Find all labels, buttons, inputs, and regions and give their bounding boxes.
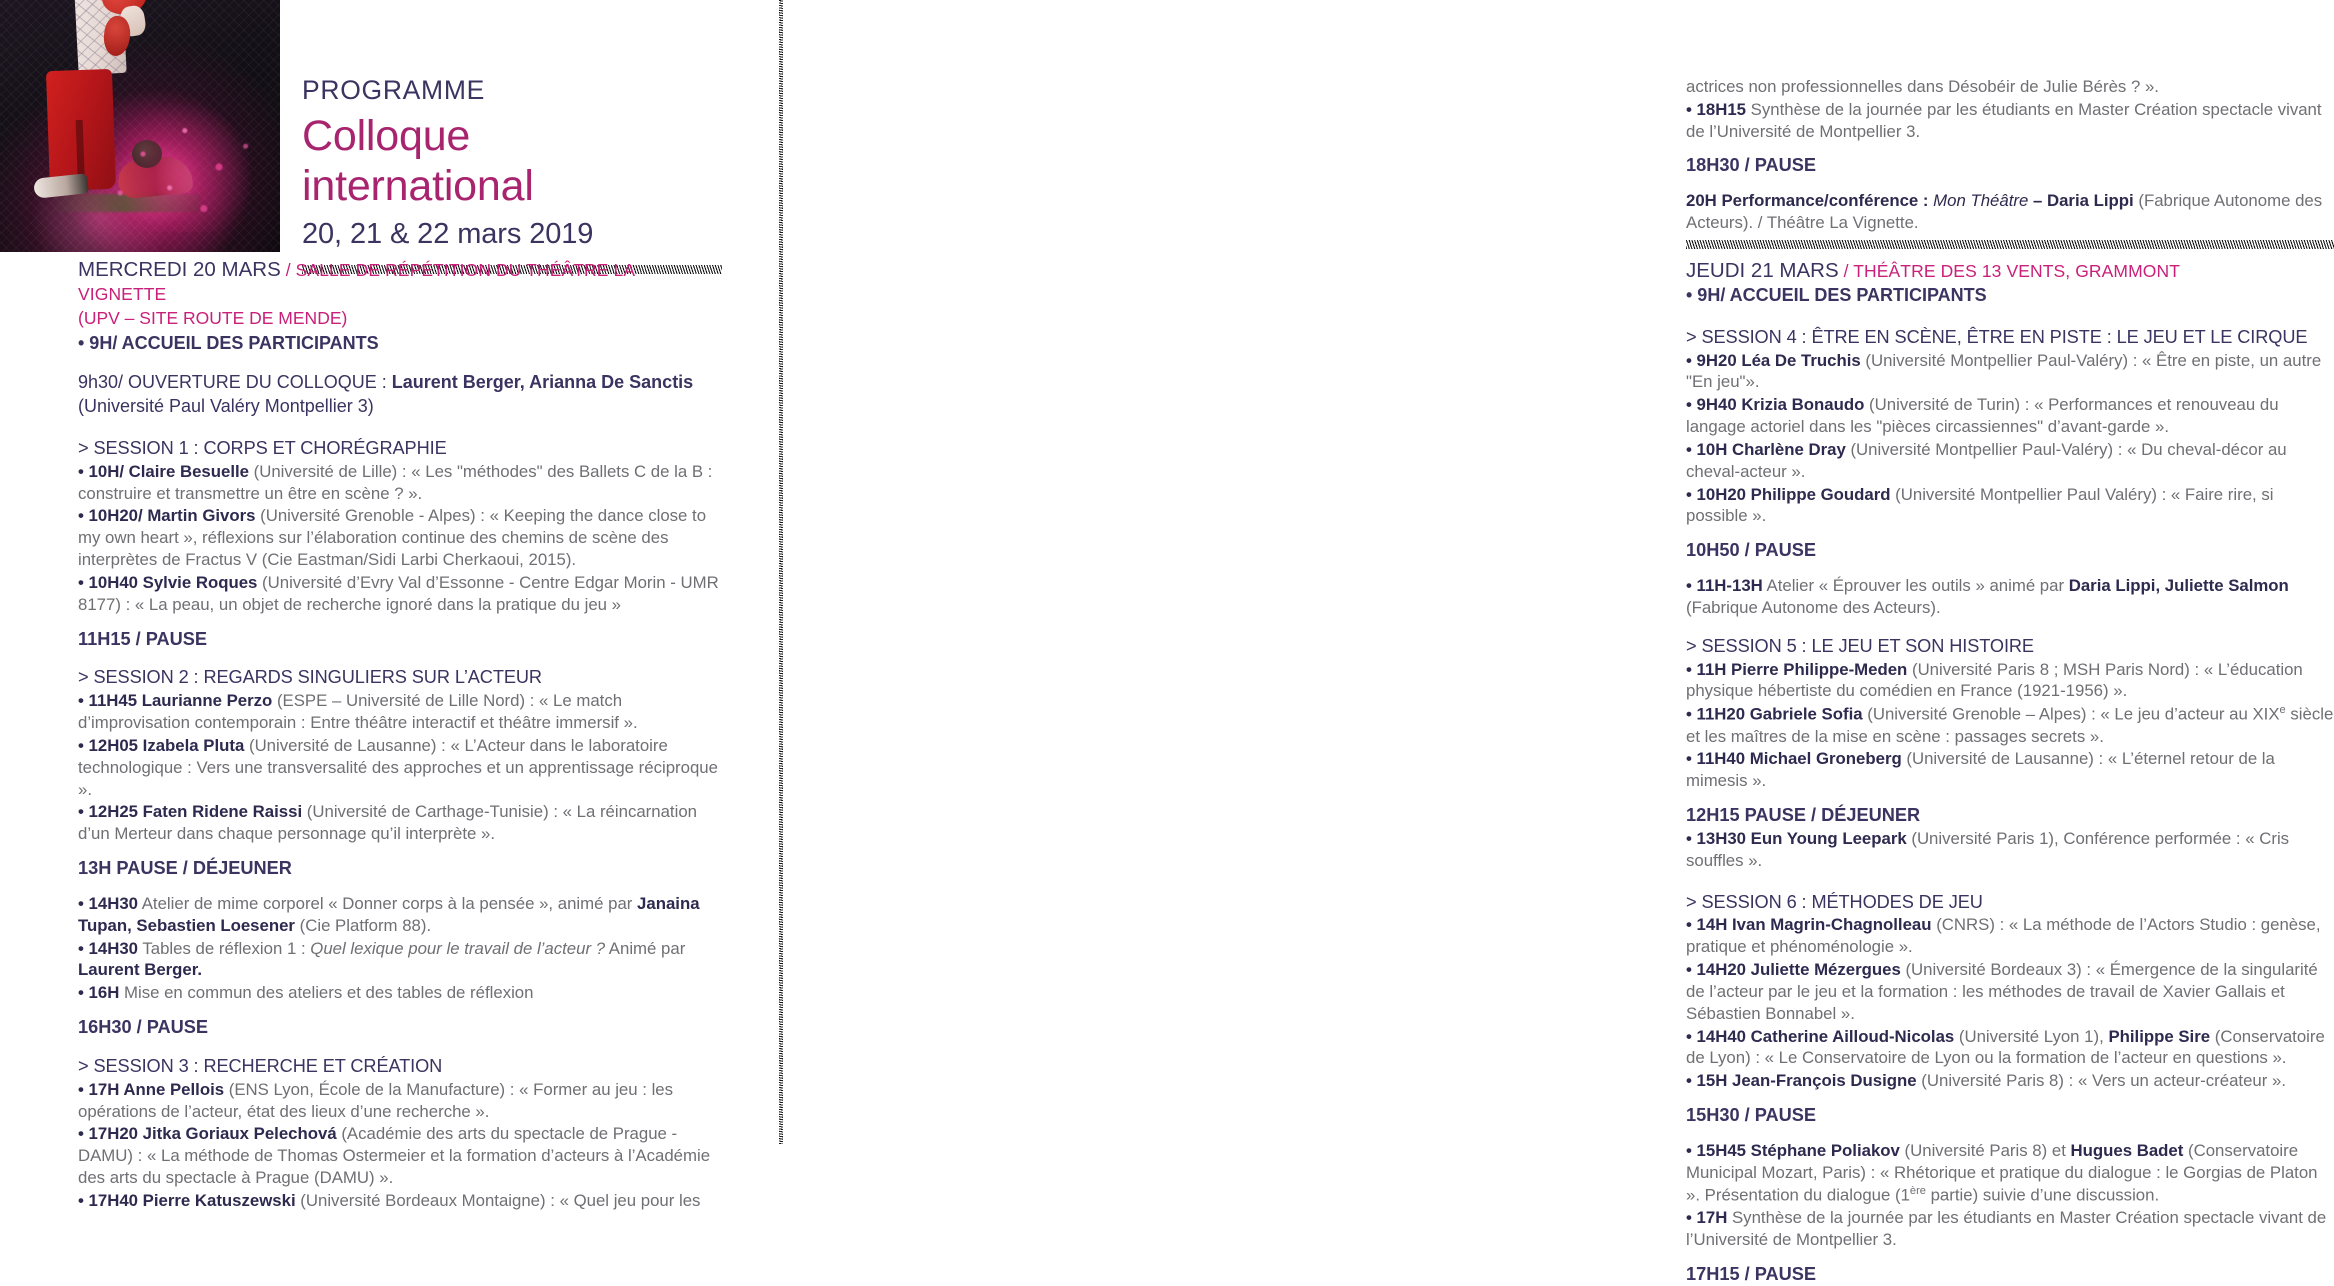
entry-detail: (Université de Lausanne) : « L’éternel retour de la mimesis ». <box>1686 749 2275 791</box>
performance-detail: (Fabrique Autonome des Acteurs). / Théâtre La Vignette. <box>1686 191 2323 233</box>
entry-detail-b: (Conservatoire Municipal Mozart, Paris) : « Rhétorique et pratique du dialogue : le Gorgias de Platon ». Présentation du dialogue (1 <box>1686 1140 2318 1205</box>
day-header-thursday <box>1686 259 2334 283</box>
entry-detail: (Université Bordeaux 3) : « Émergence de la singularité de l’acteur par le jeu et la formation : les méthodes de travail de Xavier Gallais et Sébastien Bonnabel ». <box>1686 960 2318 1023</box>
entry-detail: (Université Paris 1), Conférence performée : « Cris souffles ». <box>1686 828 2290 870</box>
entry-detail: Atelier de mime corporel « Donner corps à la pensée », animé par <box>138 893 638 913</box>
entry-time-name: • 14H40 Catherine Ailloud-Nicolas <box>1686 1026 1955 1046</box>
day-separator: / <box>1838 260 1854 281</box>
entry-14h20-mezergues <box>1686 959 2334 1024</box>
entry-17h40 <box>78 1190 724 1212</box>
opening-affiliation: (Université Paul Valéry Montpellier 3) <box>78 395 374 416</box>
entry-time-name: • 10H/ Claire Besuelle <box>78 461 249 481</box>
title-dates: 20, 21 & 22 mars 2019 <box>302 217 594 250</box>
entry-detail: Atelier « Éprouver les outils » animé par <box>1762 576 2069 596</box>
entry-time-name: • 15H Jean-François Dusigne <box>1686 1071 1917 1091</box>
entry-detail: (CNRS) : « La méthode de l’Actors Studio : genèse, pratique et phénoménologie ». <box>1686 915 2321 957</box>
entry-time-name: • 10H20 Philippe Goudard <box>1686 484 1891 504</box>
day-label: MERCREDI 20 MARS <box>78 258 281 281</box>
entry-tail: . <box>197 960 203 980</box>
entry-detail: (Université Montpellier Paul-Valéry) : « Être en piste, un autre "En jeu"». <box>1686 350 2322 392</box>
entry-10h20 <box>78 505 724 570</box>
entry-time-name: • 12H25 Faten Ridene Raissi <box>78 802 303 822</box>
right-column-content <box>1686 76 2334 1286</box>
entry-detail: (Université Bordeaux Montaigne) : « Quel jeu pour les <box>295 1190 701 1210</box>
entry-time: • 18H15 <box>1686 99 1746 119</box>
entry-time-name: • 17H40 Pierre Katuszewski <box>78 1190 296 1210</box>
pause-1215: 12H15 PAUSE / DÉJEUNER <box>1686 805 1921 826</box>
entry-detail: (Université de Lausanne) : « L’Acteur dans le laboratoire technologique : Vers une transversalité des approches et un apprentissage réciproque ». <box>78 735 718 799</box>
title-line-1: Colloque <box>302 112 471 161</box>
entry-detail: (Académie des arts du spectacle de Prague - DAMU) : « La méthode de Thomas Ostermeier et la formation d’acteurs à l’Académie des arts du spectacle à Prague (DAMU) ». <box>78 1124 711 1188</box>
entry-time-name: • 14H Ivan Magrin-Chagnolleau <box>1686 915 1932 935</box>
entry-time: • 17H <box>1686 1208 1728 1228</box>
entry-tail: (Cie Platform 88). <box>294 915 432 935</box>
pause-13h: 13H PAUSE / DÉJEUNER <box>78 858 292 879</box>
entry-17h20 <box>78 1123 724 1188</box>
opening-label: 9h30/ OUVERTURE DU COLLOQUE : <box>78 372 392 393</box>
pause-1715: 17H15 / PAUSE <box>1686 1263 1817 1284</box>
ordinal-superscript: e <box>2279 704 2286 717</box>
entry-detail: (Université Montpellier Paul Valéry) : « Faire rire, si possible ». <box>1686 484 2274 526</box>
entry-detail: (Université Paris 8 ; MSH Paris Nord) : « L’éducation physique hébertiste du comédien en France (1921-1956) ». <box>1686 659 2303 701</box>
day-header-wednesday <box>78 258 724 331</box>
entry-time-name: • 9H20 Léa De Truchis <box>1686 350 1861 370</box>
entry-time-name: • 9H40 Krizia Bonaudo <box>1686 395 1865 415</box>
programme-label: PROGRAMME <box>302 75 485 105</box>
entry-14h-magrin <box>1686 914 2334 958</box>
day-label: JEUDI 21 MARS <box>1686 258 1839 282</box>
entry-detail: (Université Montpellier Paul-Valéry) : « Du cheval-décor au cheval-acteur ». <box>1686 439 2287 481</box>
pause-1050: 10H50 / PAUSE <box>1686 540 1817 561</box>
entry-11h45 <box>78 690 724 734</box>
entry-12h05 <box>78 735 724 800</box>
column-divider <box>779 0 783 1144</box>
entry-animators: Daria Lippi, Juliette Salmon <box>2068 576 2289 596</box>
entry-time-name: • 12H05 Izabela Pluta <box>78 735 245 755</box>
entry-9h20 <box>1686 350 2334 394</box>
entry-detail: (ESPE – Université de Lille Nord) : « Le match d’improvisation contemporain : Entre théâtre interactif et théâtre immersif ». <box>78 691 638 733</box>
hatched-rule-divider <box>1686 240 2334 249</box>
entry-detail: Synthèse de la journée par les étudiants en Master Création spectacle vivant de l’Université de Montpellier 3. <box>1686 99 2322 141</box>
entry-detail: (ENS Lyon, École de la Manufacture) : « Former au jeu : les opérations de l’acteur, état des lieux d’une recherche ». <box>78 1079 674 1121</box>
entry-detail: Tables de réflexion 1 : <box>138 938 311 958</box>
pause-1630: 16H30 / PAUSE <box>78 1017 209 1038</box>
entry-tail: (Fabrique Autonome des Acteurs). <box>1686 597 1941 617</box>
entry-17h <box>78 1079 724 1123</box>
pause-1530: 15H30 / PAUSE <box>1686 1105 1817 1126</box>
day-venue: SALLE DE RÉPÉTITION DU THÉÂTRE LA VIGNETTE <box>78 260 635 305</box>
entry-detail-pre: (Université Grenoble – Alpes) : « Le jeu d’acteur au XIX <box>1862 704 2280 724</box>
session-heading-5: > SESSION 5 : LE JEU ET SON HISTOIRE <box>1686 635 2034 656</box>
entry-second-name: Hugues Badet <box>2070 1140 2184 1160</box>
left-column <box>0 0 744 1210</box>
entry-time-name: • 15H45 Stéphane Poliakov <box>1686 1140 1900 1160</box>
entry-11h40-groneberg <box>1686 748 2334 792</box>
entry-time-name: • 10H40 Sylvie Roques <box>78 572 258 592</box>
entry-time: • 11H-13H <box>1686 576 1763 596</box>
continued-line: actrices non professionnelles dans Désobéir de Julie Bérès ? ». <box>1686 77 2159 96</box>
entry-time: • 14H30 <box>78 893 138 913</box>
entry-14h30-tables <box>78 938 724 982</box>
entry-detail-c: partie) suivie d’une discussion. <box>1925 1185 2160 1205</box>
performance-artist: Daria Lippi <box>2046 191 2134 211</box>
entry-10h-dray <box>1686 439 2334 483</box>
opening-session <box>78 371 724 418</box>
entry-time-name: • 13H30 Eun Young Leepark <box>1686 828 1907 848</box>
entry-time-name: • 10H Charlène Dray <box>1686 439 1846 459</box>
entry-time-name: • 10H20/ Martin Givors <box>78 506 256 526</box>
title-line-2: international <box>302 162 534 211</box>
entry-time-name: • 11H20 Gabriele Sofia <box>1686 704 1863 724</box>
day-venue: THÉÂTRE DES 13 VENTS, GRAMMONT <box>1853 260 2181 281</box>
entry-17h-synthese <box>1686 1207 2334 1251</box>
entry-14h40-ailloud <box>1686 1026 2334 1070</box>
entry-detail-2: Animé par <box>605 938 686 958</box>
entry-15h-dusigne <box>1686 1070 2334 1092</box>
entry-15h45-poliakov <box>1686 1140 2334 1206</box>
entry-detail: (Université d’Evry Val d’Essonne - Centre Edgar Morin - UMR 8177) : « La peau, un objet de recherche ignoré dans la pratique du jeu » <box>78 572 719 614</box>
accueil-thursday: • 9H/ ACCUEIL DES PARTICIPANTS <box>1686 285 1987 306</box>
entry-time-name: • 14H20 Juliette Mézergues <box>1686 960 1901 980</box>
entry-detail-b: (Conservatoire de Lyon) : « Le Conservatoire de Lyon ou la formation de l’acteur en questions ». <box>1686 1026 2325 1068</box>
entry-10h <box>78 461 724 505</box>
performance-title: Mon Théâtre <box>1933 191 2029 211</box>
entry-detail: Mise en commun des ateliers et des tables de réflexion <box>119 983 534 1003</box>
opening-names: Laurent Berger, Arianna De Sanctis <box>391 372 694 393</box>
entry-detail-a: (Université Paris 8) et <box>1899 1140 2071 1160</box>
entry-11h20-sofia <box>1686 703 2334 747</box>
session-heading-2: > SESSION 2 : REGARDS SINGULIERS SUR L’ACTEUR <box>78 667 542 688</box>
entry-11h-13h-atelier <box>1686 575 2334 619</box>
entry-detail-a: (Université Lyon 1), <box>1954 1026 2109 1046</box>
entry-time: • 16H <box>78 983 120 1003</box>
entry-time-name: • 17H20 Jitka Goriaux Pelechová <box>78 1124 337 1144</box>
entry-13h30-leepark <box>1686 828 2334 872</box>
entry-detail: (Université de Lille) : « Les "méthodes" des Ballets C de la B : construire et transmettre un être en scène ? ». <box>78 461 713 503</box>
entry-14h30-atelier <box>78 893 724 937</box>
accueil-wednesday: • 9H/ ACCUEIL DES PARTICIPANTS <box>78 332 379 353</box>
entry-time-name: • 17H Anne Pellois <box>78 1079 225 1099</box>
left-column-content <box>78 258 724 1212</box>
entry-second-name: Philippe Sire <box>2108 1026 2211 1046</box>
entry-detail: (Université Paris 8) : « Vers un acteur-créateur ». <box>1916 1071 2286 1091</box>
entry-time: • 14H30 <box>78 938 138 958</box>
session-heading-1: > SESSION 1 : CORPS ET CHORÉGRAPHIE <box>78 437 447 458</box>
entry-16h <box>78 982 724 1004</box>
entry-detail: (Université de Turin) : « Performances et renouveau du langage actoriel dans les "pièces circassiennes" d’avant-garde ». <box>1686 395 2279 437</box>
session-heading-6: > SESSION 6 : MÉTHODES DE JEU <box>1686 891 1983 912</box>
entry-12h25 <box>78 801 724 845</box>
entry-10h20-goudard <box>1686 484 2334 528</box>
day-venue-sub: (UPV – SITE ROUTE DE MENDE) <box>78 308 348 329</box>
performance-label: 20H Performance/conférence : <box>1686 191 1934 211</box>
pause-1830: 18H30 / PAUSE <box>1686 155 1817 176</box>
entry-time-name: • 11H Pierre Philippe-Meden <box>1686 659 1908 679</box>
session-heading-4: > SESSION 4 : ÊTRE EN SCÈNE, ÊTRE EN PISTE : LE JEU ET LE CIRQUE <box>1686 326 2308 347</box>
performance-dash: – <box>2028 191 2047 211</box>
entry-18h15 <box>1686 99 2334 143</box>
entry-animators: Janaina Tupan, Sebastien Loesener <box>78 893 700 935</box>
entry-detail: (Université de Carthage-Tunisie) : « La réincarnation d’un Merteur dans chaque personnage qu’il interprète ». <box>78 802 697 844</box>
entry-detail: Synthèse de la journée par les étudiants en Master Création spectacle vivant de l’Université de Montpellier 3. <box>1686 1208 2327 1249</box>
entry-time-name: • 11H45 Laurianne Perzo <box>78 691 273 711</box>
right-column <box>840 0 2334 1284</box>
entry-11h-meden <box>1686 659 2334 703</box>
entry-animator: Laurent Berger <box>78 960 198 980</box>
entry-20h-performance <box>1686 190 2334 234</box>
entry-9h40 <box>1686 394 2334 438</box>
entry-title-italic: Quel lexique pour le travail de l’acteur ? <box>310 938 606 958</box>
session-heading-3: > SESSION 3 : RECHERCHE ET CRÉATION <box>78 1055 443 1076</box>
entry-10h40 <box>78 572 724 616</box>
ordinal-superscript: ère <box>1909 1184 1926 1197</box>
entry-detail: (Université Grenoble - Alpes) : « Keeping the dance close to my own heart », réflexions sur l’élaboration continue des chemins de scène des interprètes de Fractus V (Cie Eastman/Sidi Larbi Cherkaoui, 2015). <box>78 506 707 570</box>
entry-time-name: • 11H40 Michael Groneberg <box>1686 749 1902 769</box>
pause-1115: 11H15 / PAUSE <box>78 628 208 649</box>
entry-detail-post: siècle et les maîtres de la mise en scène : passages secrets ». <box>1686 704 2334 746</box>
day-separator: / <box>280 260 296 280</box>
